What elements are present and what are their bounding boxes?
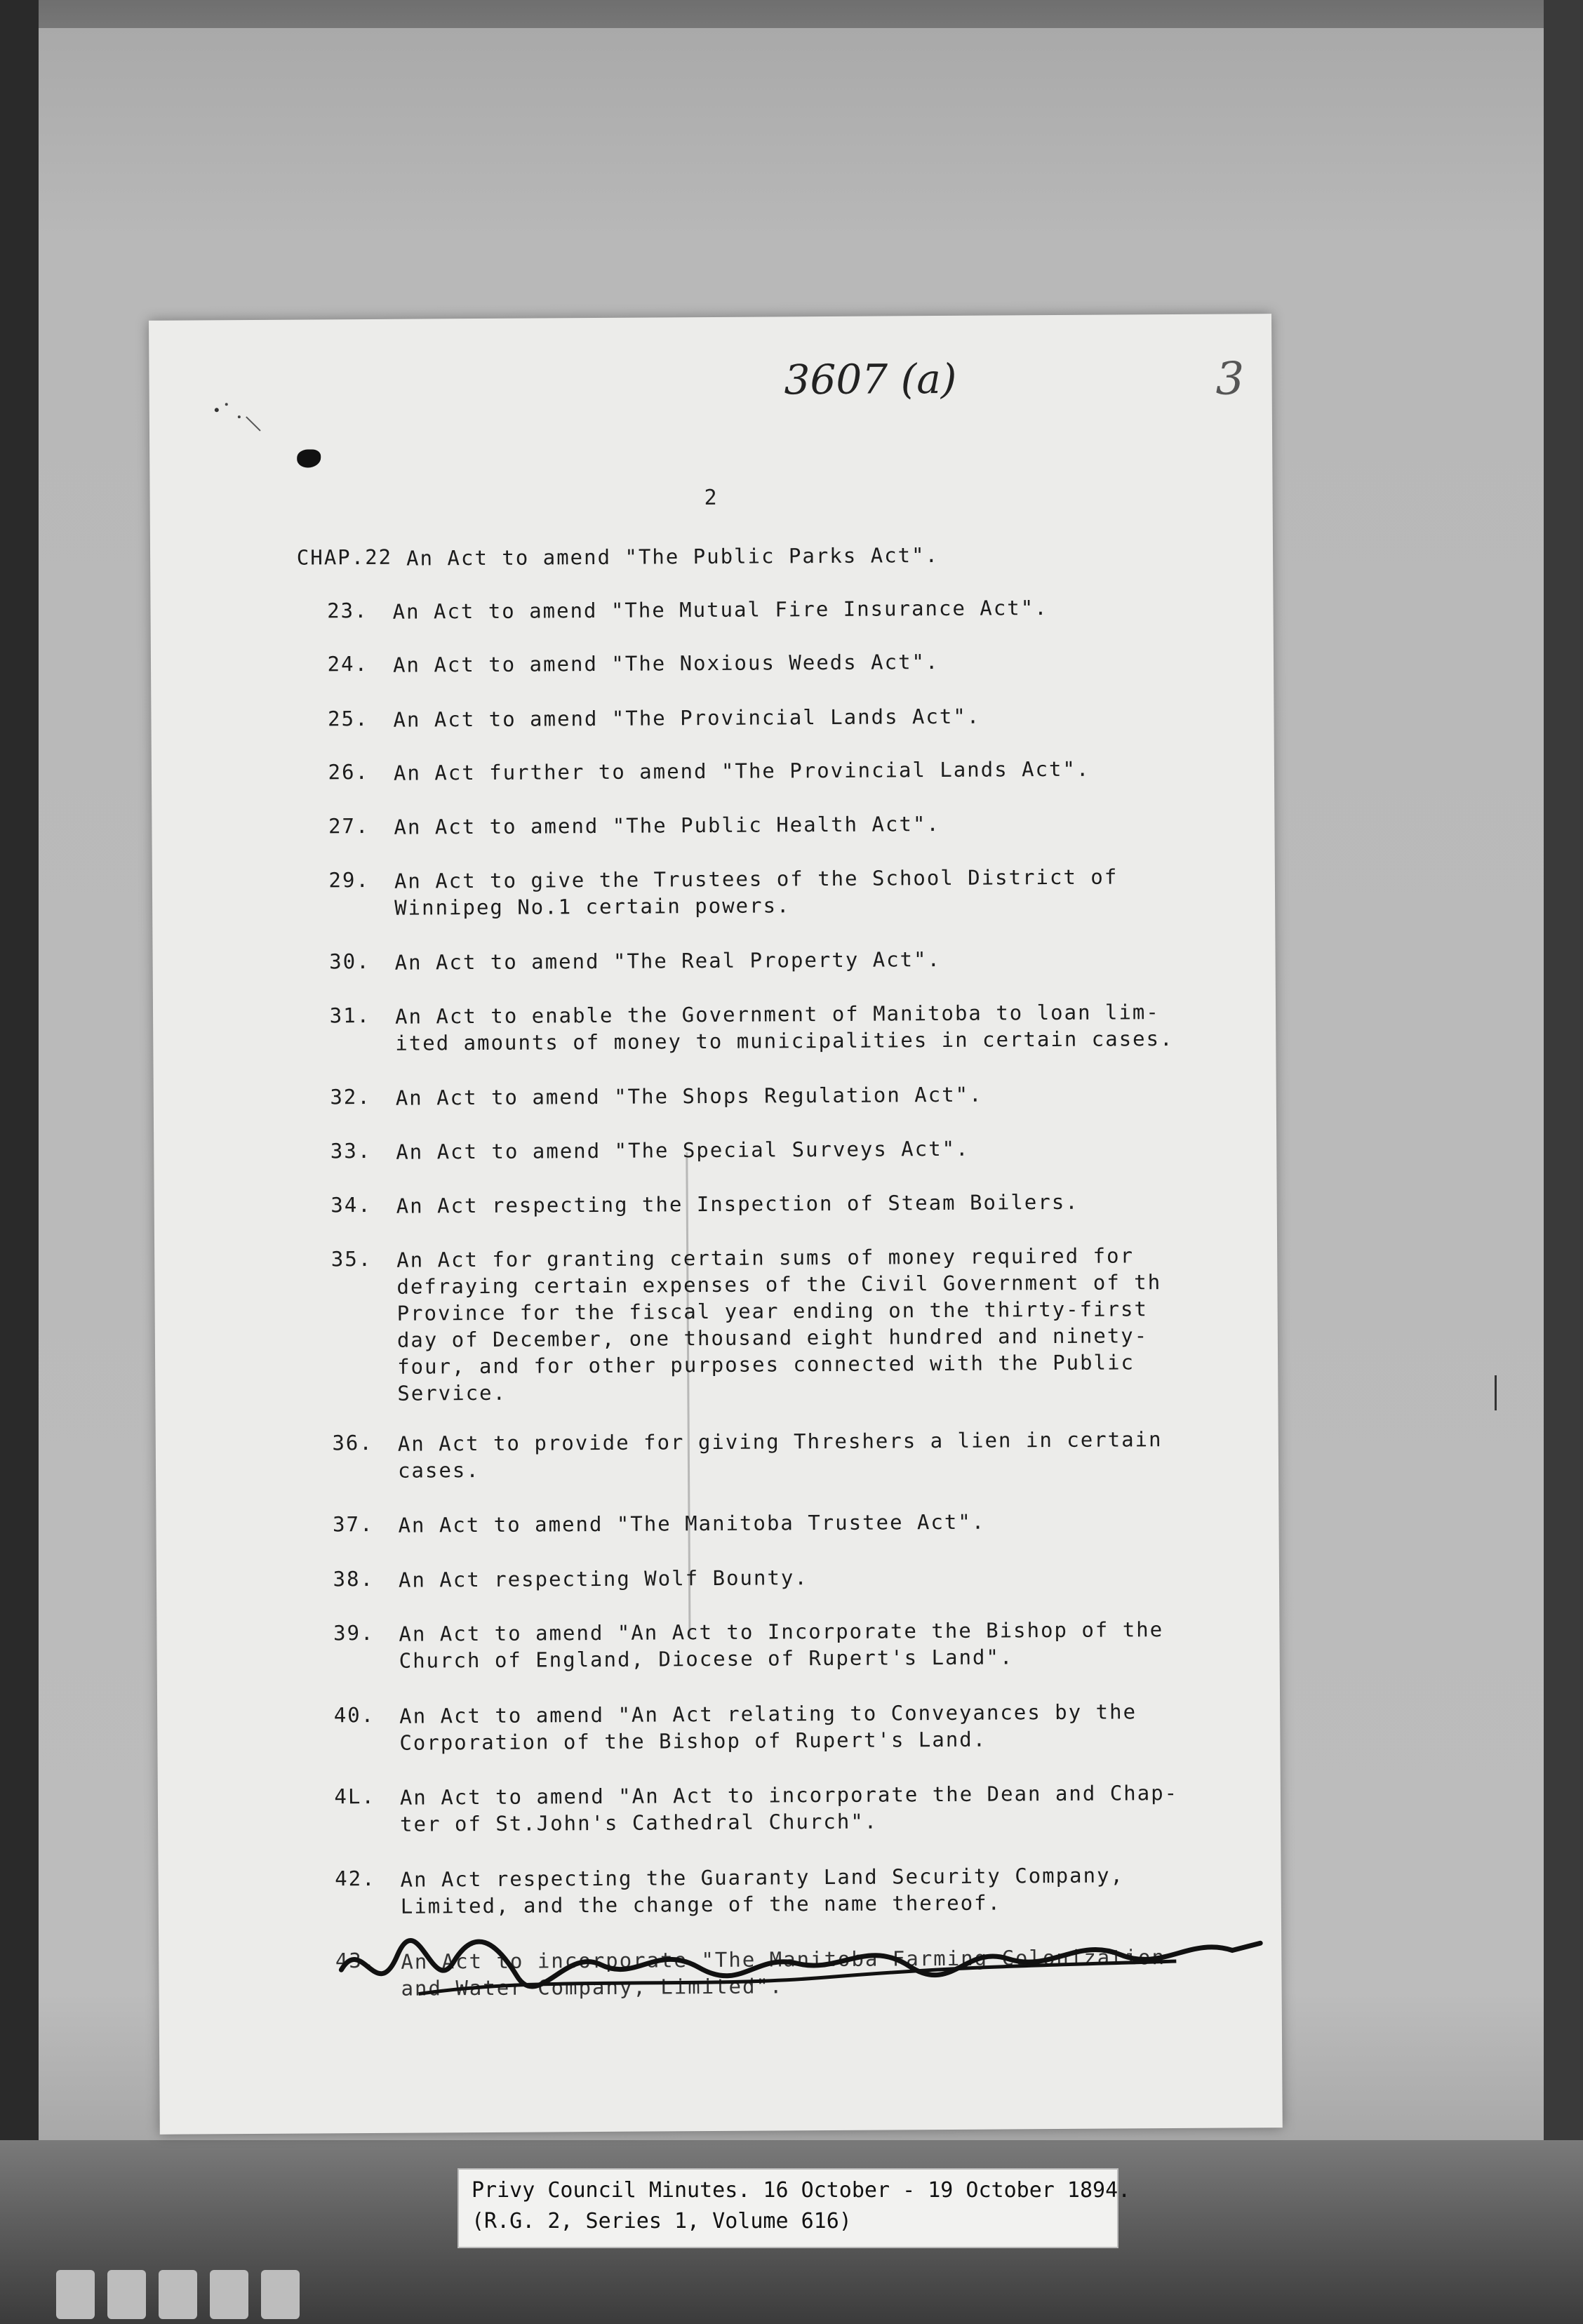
list-item xyxy=(156,1615,1280,1685)
list-item xyxy=(158,1779,1281,1849)
act-title: An Act respecting Wolf Bounty. xyxy=(398,1565,808,1592)
chapter-number: 36. xyxy=(332,1430,373,1455)
act-title: An Act to amend "An Act to incorporate the Dean and Chap- ter of St.John's Cathedral Church". xyxy=(399,1780,1179,1836)
chapter-number: 24. xyxy=(327,651,369,676)
list-item-struck-out xyxy=(159,1943,1282,2013)
chapter-number: 23. xyxy=(327,598,368,623)
chapter-number: 31. xyxy=(329,1003,371,1028)
list-item xyxy=(152,862,1276,933)
act-title: An Act to amend "The Mutual Fire Insurance Act". xyxy=(392,596,1048,624)
act-title: An Act to amend "The Public Parks Act". xyxy=(406,543,940,570)
act-title: An Act further to amend "The Provincial Lands Act". xyxy=(393,756,1090,785)
act-title: An Act for granting certain sums of money required for defraying certain expenses of the Civil Government of th Province for the fiscal year ending on the thirty-first day of December, one thousand eight hundred and ninety- four, and for other purposes connected with the Public Service. xyxy=(396,1243,1162,1405)
scan-mark xyxy=(1495,1375,1497,1410)
film-sprocket-holes xyxy=(56,2270,351,2319)
list-item xyxy=(153,998,1276,1068)
chapter-number: 40. xyxy=(333,1702,375,1728)
list-item xyxy=(158,1861,1281,1931)
document-page xyxy=(149,314,1283,2135)
act-title: An Act to give the Trustees of the School District of Winnipeg No.1 certain powers. xyxy=(394,864,1118,920)
chapter-number: 27. xyxy=(328,813,370,839)
caption-title: Privy Council Minutes. 16 October - 19 October 1894. xyxy=(472,2178,1131,2203)
handwritten-folio-number: 3 xyxy=(1215,353,1245,406)
chapter-number: CHAP.22 xyxy=(296,545,393,570)
act-title: An Act to amend "The Real Property Act". xyxy=(394,947,942,975)
chapter-number: 37. xyxy=(333,1511,374,1537)
act-title: An Act to amend "The Special Surveys Act". xyxy=(396,1136,970,1164)
handwritten-strikeout xyxy=(334,1922,1268,2012)
act-title: An Act to provide for giving Threshers a lien in certain cases. xyxy=(397,1427,1163,1483)
page-number: 2 xyxy=(704,485,717,511)
act-title: An Act to amend "The Manitoba Trustee Act". xyxy=(398,1509,986,1537)
act-title: An Act respecting the Inspection of Steam Boilers. xyxy=(396,1189,1079,1218)
film-edge-right xyxy=(1544,0,1583,2324)
chapter-number: 38. xyxy=(333,1566,375,1591)
acts-list xyxy=(149,314,1283,2135)
chapter-number: 39. xyxy=(333,1620,375,1645)
act-title: An Act to enable the Government of Manitoba to loan lim- ited amounts of money to municipalities in certain cases. xyxy=(394,1000,1174,1055)
act-title: An Act to amend "An Act to Incorporate the Bishop of the Church of England, Diocese of Rupert's Land". xyxy=(399,1617,1164,1673)
act-title: An Act to amend "The Noxious Weeds Act". xyxy=(392,650,940,677)
chapter-number: 33. xyxy=(330,1138,372,1163)
act-title: An Act to amend "The Shops Regulation Act". xyxy=(395,1082,983,1110)
chapter-number: 32. xyxy=(330,1084,371,1109)
act-title: An Act to amend "The Provincial Lands Act". xyxy=(393,704,981,732)
chapter-number: 42. xyxy=(335,1866,376,1891)
caption-reference: (R.G. 2, Series 1, Volume 616) xyxy=(472,2209,852,2233)
chapter-number: 34. xyxy=(330,1192,372,1217)
act-title: An Act respecting the Guaranty Land Security Company, Limited, and the change of the name thereof. xyxy=(400,1863,1125,1918)
list-item xyxy=(156,1425,1279,1495)
act-title: An Act to amend "An Act relating to Conveyances by the Corporation of the Bishop of Rupert's Land. xyxy=(399,1699,1137,1755)
handwritten-reference-number: 3607 (a) xyxy=(784,354,957,404)
chapter-number: 4L. xyxy=(334,1784,375,1809)
list-item xyxy=(157,1697,1281,1768)
chapter-number: 30. xyxy=(329,949,370,974)
list-item xyxy=(154,1241,1278,1405)
chapter-number: 43. xyxy=(335,1948,377,1973)
film-edge-left xyxy=(0,0,39,2324)
act-title: An Act to incorporate "The Manitoba Farming Colonization and Water Company, Limited". xyxy=(401,1945,1166,2001)
archive-caption-label xyxy=(457,2168,1131,2248)
act-title: An Act to amend "The Public Health Act". xyxy=(394,812,940,839)
chapter-number: 26. xyxy=(328,759,370,784)
chapter-number: 25. xyxy=(327,706,369,731)
chapter-number: 29. xyxy=(328,867,370,893)
chapter-number: 35. xyxy=(330,1246,373,1271)
